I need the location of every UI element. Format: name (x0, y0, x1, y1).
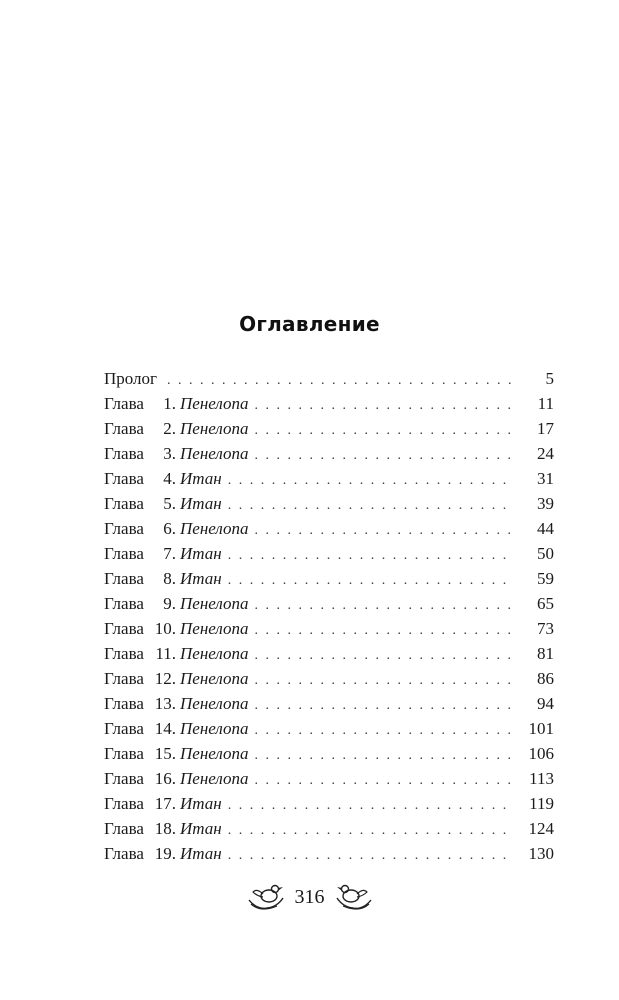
chapter-number: 12. (154, 669, 176, 688)
chapter-word: Глава (104, 619, 144, 638)
toc-row-chapter[interactable] (104, 616, 554, 641)
dot-leader (228, 568, 514, 593)
chapter-number: 17. (154, 794, 176, 813)
toc-row-chapter[interactable] (104, 491, 554, 516)
chapter-title: Пенелопа (180, 419, 249, 438)
dot-leader (228, 843, 514, 868)
chapter-word: Глава (104, 794, 144, 813)
toc-row-chapter[interactable] (104, 466, 554, 491)
page-ref: 86 (537, 669, 554, 688)
page-footer (0, 880, 619, 914)
page-ref: 130 (528, 844, 554, 863)
toc-row-chapter[interactable] (104, 766, 554, 791)
chapter-word: Глава (104, 544, 144, 563)
chapter-word: Глава (104, 444, 144, 463)
chapter-title: Пенелопа (180, 669, 249, 688)
chapter-title: Пенелопа (180, 519, 249, 538)
chapter-word: Глава (104, 769, 144, 788)
chapter-word: Глава (104, 469, 144, 488)
dot-leader (255, 618, 515, 643)
page-ref: 94 (537, 694, 554, 713)
chapter-title: Итан (180, 794, 222, 813)
page-ref: 73 (537, 619, 554, 638)
page-ref: 5 (545, 369, 554, 388)
toc-row-chapter[interactable] (104, 666, 554, 691)
chapter-title: Итан (180, 494, 222, 513)
page-ref: 44 (537, 519, 554, 538)
page-ref: 50 (537, 544, 554, 563)
chapter-number: 16. (154, 769, 176, 788)
toc-row-chapter[interactable] (104, 416, 554, 441)
dot-leader (255, 593, 515, 618)
chapter-word: Глава (104, 844, 144, 863)
dot-leader (255, 693, 515, 718)
chapter-number: 6. (163, 519, 176, 538)
chapter-word: Глава (104, 744, 144, 763)
chapter-word: Глава (104, 819, 144, 838)
page-ref: 119 (529, 794, 554, 813)
dot-leader (255, 718, 515, 743)
dot-leader (255, 668, 515, 693)
chapter-word: Глава (104, 669, 144, 688)
toc-row-chapter[interactable] (104, 816, 554, 841)
chapter-title: Пенелопа (180, 444, 249, 463)
chapter-word: Глава (104, 594, 144, 613)
page-ref: 39 (537, 494, 554, 513)
bird-ornament-icon (247, 880, 285, 914)
toc-row-chapter[interactable] (104, 716, 554, 741)
chapter-number: 15. (154, 744, 176, 763)
page-ref: 17 (537, 419, 554, 438)
chapter-word: Глава (104, 644, 144, 663)
dot-leader (255, 443, 515, 468)
page-ref: 59 (537, 569, 554, 588)
chapter-number: 14. (154, 719, 176, 738)
chapter-word: Глава (104, 719, 144, 738)
chapter-title: Итан (180, 569, 222, 588)
chapter-number: 18. (154, 819, 176, 838)
chapter-title: Пенелопа (180, 719, 249, 738)
chapter-word: Глава (104, 494, 144, 513)
chapter-number: 19. (154, 844, 176, 863)
chapter-word: Глава (104, 419, 144, 438)
page-ref: 65 (537, 594, 554, 613)
page-ref: 31 (537, 469, 554, 488)
chapter-number: 3. (163, 444, 176, 463)
chapter-number: 10. (154, 619, 176, 638)
dot-leader (228, 543, 514, 568)
chapter-number: 9. (163, 594, 176, 613)
chapter-word: Глава (104, 694, 144, 713)
chapter-title: Пенелопа (180, 644, 249, 663)
chapter-title: Пенелопа (180, 694, 249, 713)
dot-leader (255, 393, 515, 418)
prologue-label: Пролог (104, 369, 158, 388)
toc-row-chapter[interactable] (104, 741, 554, 766)
page-ref: 113 (529, 769, 554, 788)
toc-row-chapter[interactable] (104, 541, 554, 566)
dot-leader (255, 518, 515, 543)
dot-leader (228, 793, 514, 818)
toc-row-chapter[interactable] (104, 591, 554, 616)
chapter-title: Пенелопа (180, 769, 249, 788)
toc-row-prologue[interactable] (104, 366, 554, 391)
chapter-title: Итан (180, 544, 222, 563)
dot-leader (255, 743, 515, 768)
dot-leader (255, 643, 515, 668)
chapter-title: Пенелопа (180, 744, 249, 763)
chapter-title: Итан (180, 469, 222, 488)
page-ref: 106 (528, 744, 554, 763)
chapter-title: Итан (180, 844, 222, 863)
toc-row-chapter[interactable] (104, 516, 554, 541)
dot-leader (255, 418, 515, 443)
chapter-title: Пенелопа (180, 594, 249, 613)
chapter-number: 11. (155, 644, 176, 663)
page-ref: 11 (537, 394, 554, 413)
page-ref: 124 (528, 819, 554, 838)
chapter-number: 2. (163, 419, 176, 438)
toc-row-chapter[interactable] (104, 391, 554, 416)
page-number: 316 (294, 885, 325, 908)
chapter-number: 8. (163, 569, 176, 588)
chapter-title: Итан (180, 819, 222, 838)
toc-row-chapter[interactable] (104, 566, 554, 591)
chapter-number: 4. (163, 469, 176, 488)
page-ref: 81 (537, 644, 554, 663)
toc-row-chapter[interactable] (104, 441, 554, 466)
dot-leader (167, 368, 514, 393)
dot-leader (228, 493, 514, 518)
page-title: Оглавление (239, 312, 380, 336)
chapter-number: 5. (163, 494, 176, 513)
page-ref: 24 (537, 444, 554, 463)
toc-row-chapter[interactable] (104, 841, 554, 866)
chapter-word: Глава (104, 519, 144, 538)
chapter-number: 13. (154, 694, 176, 713)
toc-row-chapter[interactable] (104, 691, 554, 716)
page-ref: 101 (528, 719, 554, 738)
chapter-number: 7. (163, 544, 176, 563)
table-of-contents (104, 366, 554, 866)
dot-leader (255, 768, 515, 793)
chapter-word: Глава (104, 569, 144, 588)
bird-ornament-icon (335, 880, 373, 914)
dot-leader (228, 468, 514, 493)
toc-row-chapter[interactable] (104, 791, 554, 816)
toc-row-chapter[interactable] (104, 641, 554, 666)
chapter-title: Пенелопа (180, 619, 249, 638)
dot-leader (228, 818, 514, 843)
chapter-title: Пенелопа (180, 394, 249, 413)
chapter-word: Глава (104, 394, 144, 413)
chapter-number: 1. (163, 394, 176, 413)
